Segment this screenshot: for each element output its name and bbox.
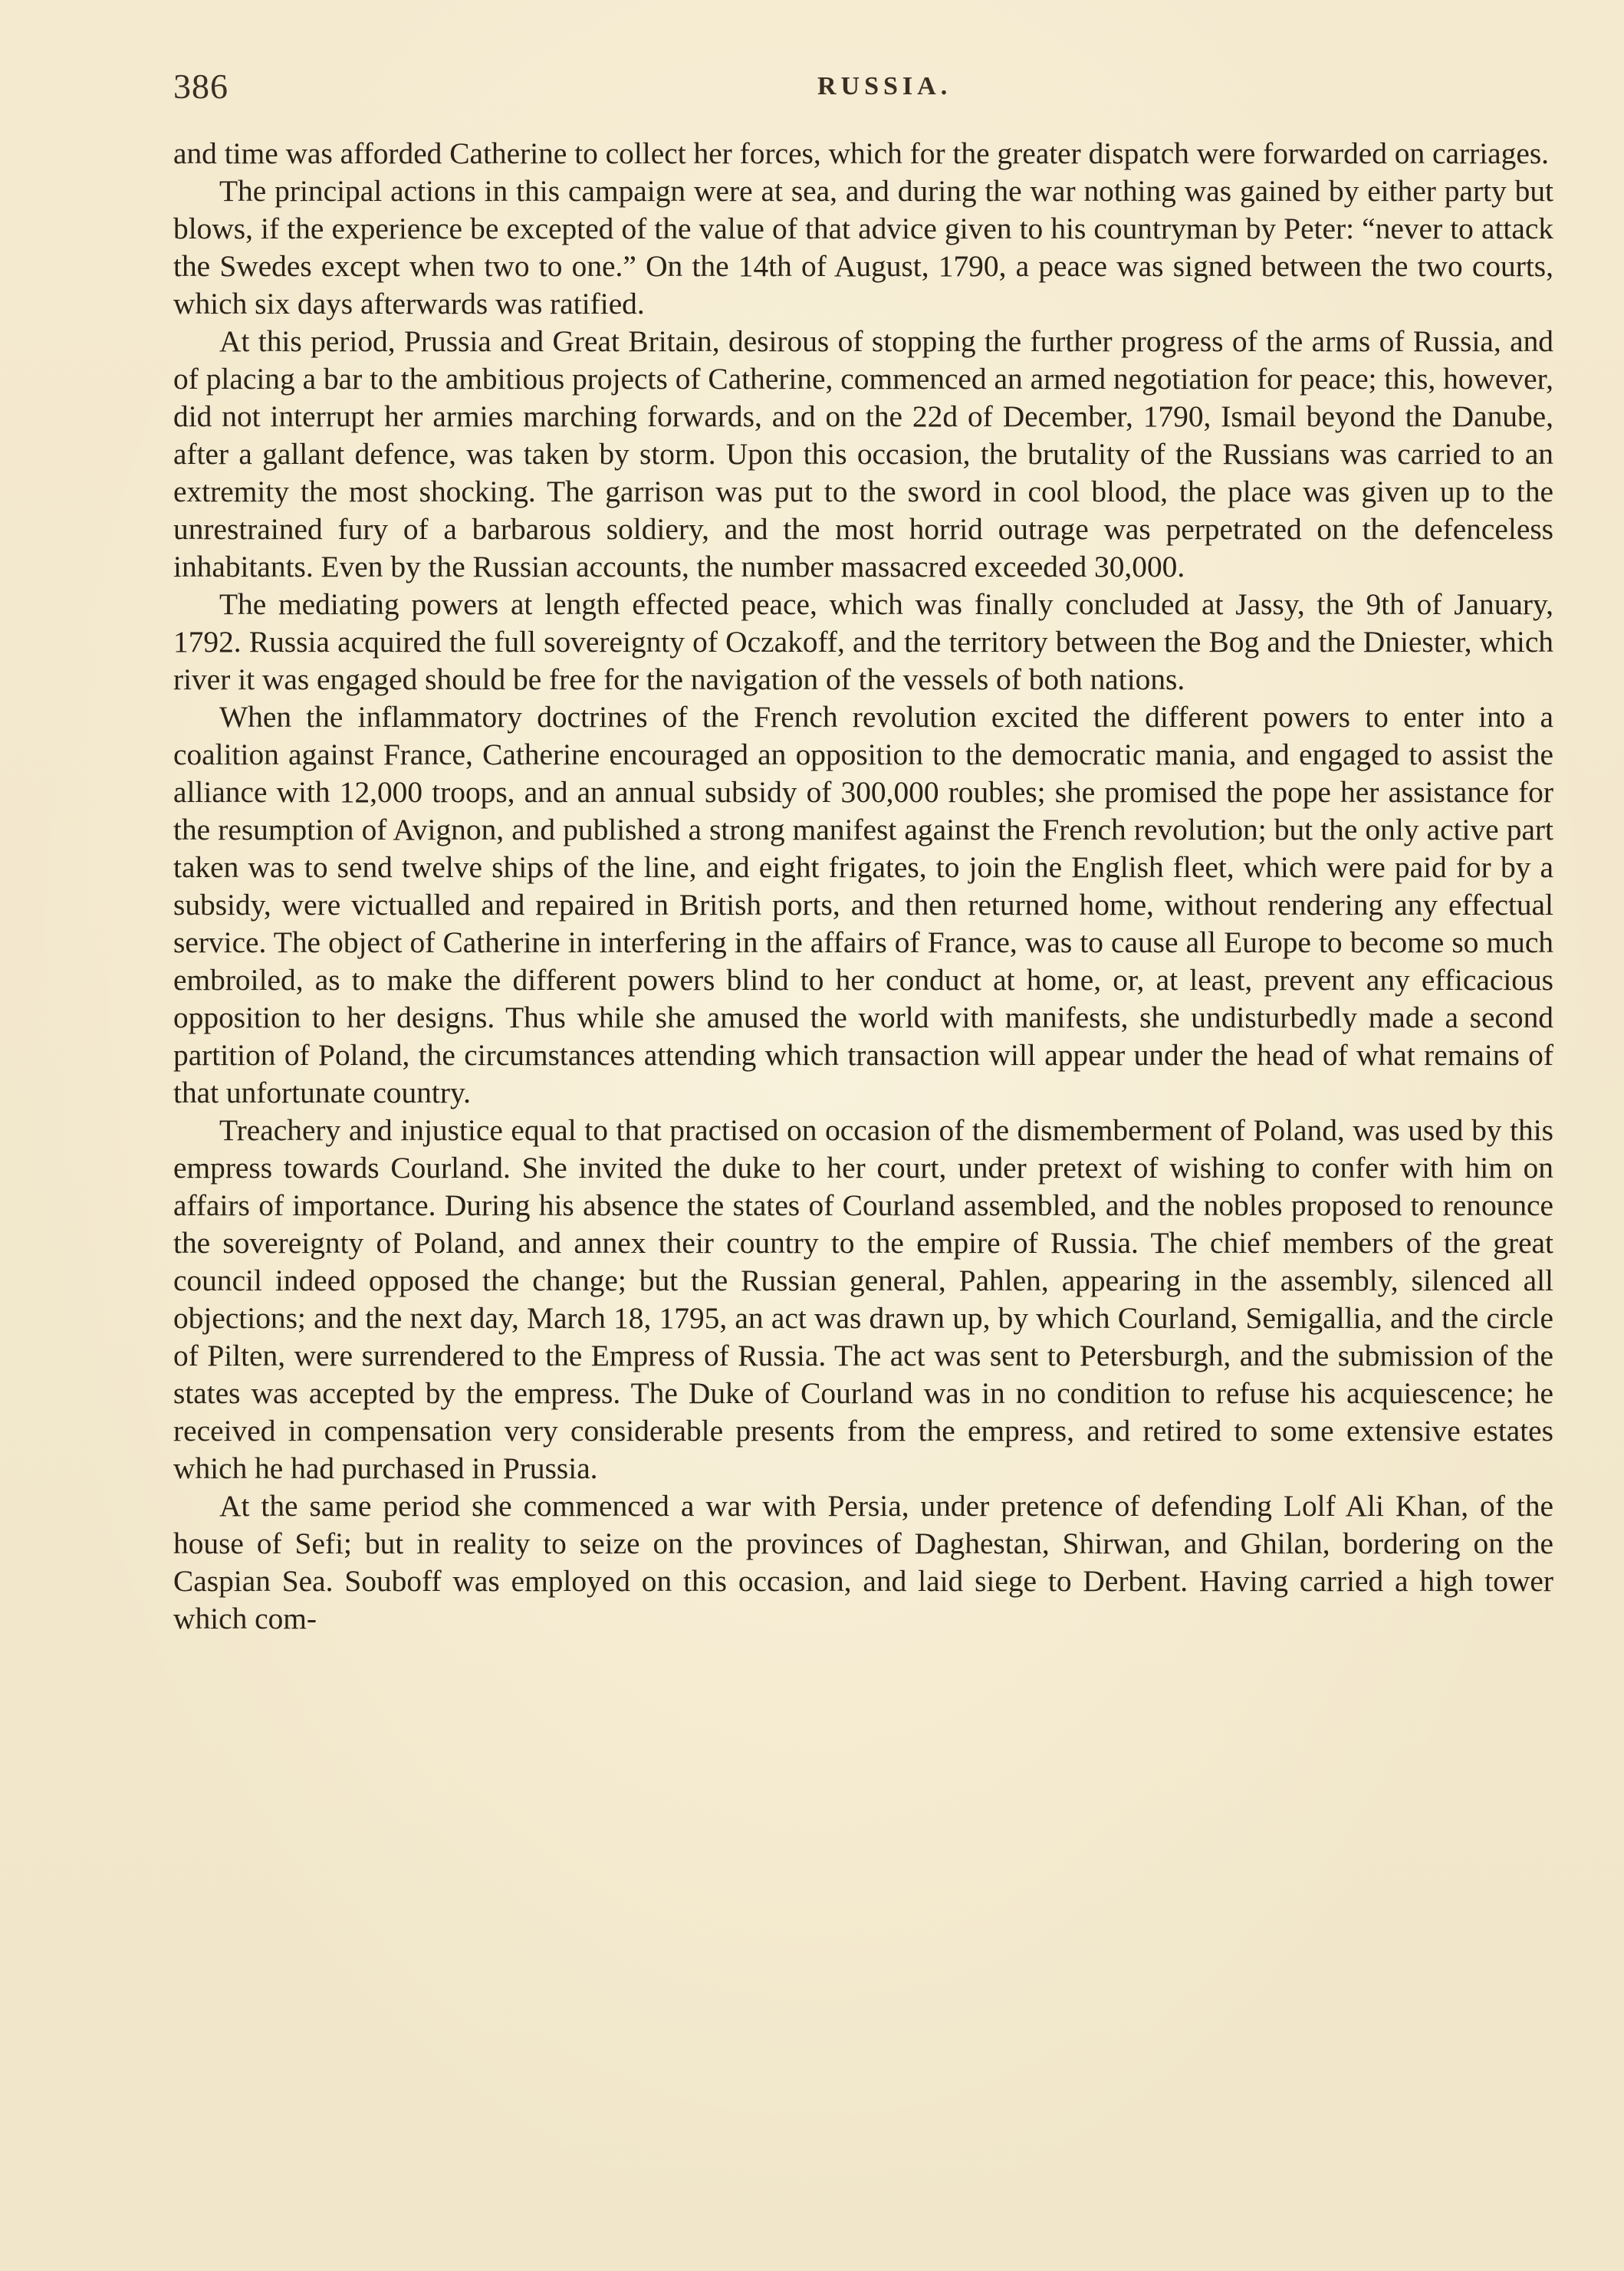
paragraph: Treachery and injustice equal to that practised on occasion of the dismemberment of Poland, was used by this empress towards Courland. She invited the duke to her court, under pretext of wishing to confer with him on affairs of importance. During his absence the states of Courland assembled, and the nobles proposed to renounce the sovereignty of Poland, and annex their country to the empire of Russia. The chief members of the great council indeed opposed the change; but the Russian general, Pahlen, appearing in the assembly, silenced all objections; and the next day, March 18, 1795, an act was drawn up, by which Courland, Semigallia, and the circle of Pilten, were surrendered to the Empress of Russia. The act was sent to Petersburgh, and the submission of the states was accepted by the empress. The Duke of Courland was in no condition to refuse his acquiescence; he received in compensation very considerable presents from the empress, and retired to some extensive estates which he had purchased in Prussia. bbox=[173, 1113, 1553, 1485]
page-number: 386 bbox=[173, 67, 228, 106]
running-title: RUSSIA. bbox=[817, 72, 952, 100]
paragraph: At the same period she commenced a war with Persia, under pretence of defending Lolf Ali Khan, of the house of Sefi; but in reality to seize on the provinces of Daghestan, Shirwan, and Ghilan, bordering on the Caspian Sea. Souboff was employed on this occasion, and laid siege to Derbent. Having carried a high tower which com- bbox=[173, 1489, 1553, 1635]
paragraph: and time was afforded Catherine to collect her forces, which for the greater dispatch were forwarded on carriages. bbox=[173, 136, 1550, 170]
paragraph: At this period, Prussia and Great Britain, desirous of stopping the further progress of the arms of Russia, and of placing a bar to the ambitious projects of Catherine, commenced an armed negotiation for peace; this, however, did not interrupt her armies marching forwards, and on the 22d of December, 1790, Ismail beyond the Danube, after a gallant defence, was taken by storm. Upon this occasion, the brutality of the Russians was carried to an extremity the most shocking. The garrison was put to the sword in cool blood, the place was given up to the unrestrained fury of a barbarous soldiery, and the most horrid outrage was perpetrated on the defenceless inhabitants. Even by the Russian accounts, the number massacred exceeded 30,000. bbox=[173, 324, 1553, 583]
page-header bbox=[173, 66, 1517, 112]
paragraph: When the inflammatory doctrines of the French revolution excited the different powers to enter into a coalition against France, Catherine encouraged an opposition to the democratic mania, and engaged to assist the alliance with 12,000 troops, and an annual subsidy of 300,000 roubles; she promised the pope her assistance for the resumption of Avignon, and published a strong manifest against the French revolution; but the only active part taken was to send twelve ships of the line, and eight frigates, to join the English fleet, which were paid for by a subsidy, were victualled and repaired in British ports, and then returned home, without rendering any effectual service. The object of Catherine in interfering in the affairs of France, was to cause all Europe to become so much embroiled, as to make the different powers blind to her conduct at home, or, at least, prevent any efficacious opposition to her designs. Thus while she amused the world with manifests, she undisturbedly made a second partition of Poland, the circumstances attending which transaction will appear under the head of what remains of that unfortunate country. bbox=[173, 700, 1553, 1109]
paragraph: The principal actions in this campaign were at sea, and during the war nothing was gained by either party but blows, if the experience be excepted of the value of that advice given to his countryman by Peter: “never to attack the Swedes except when two to one.” On the 14th of August, 1790, a peace was signed between the two courts, which six days afterwards was ratified. bbox=[173, 174, 1553, 320]
body-text bbox=[173, 135, 1553, 1638]
paragraph: The mediating powers at length effected peace, which was finally concluded at Jassy, the 9th of January, 1792. Russia acquired the full sovereignty of Oczakoff, and the territory between the Bog and the Dniester, which river it was engaged should be free for the navigation of the vessels of both nations. bbox=[173, 587, 1553, 696]
